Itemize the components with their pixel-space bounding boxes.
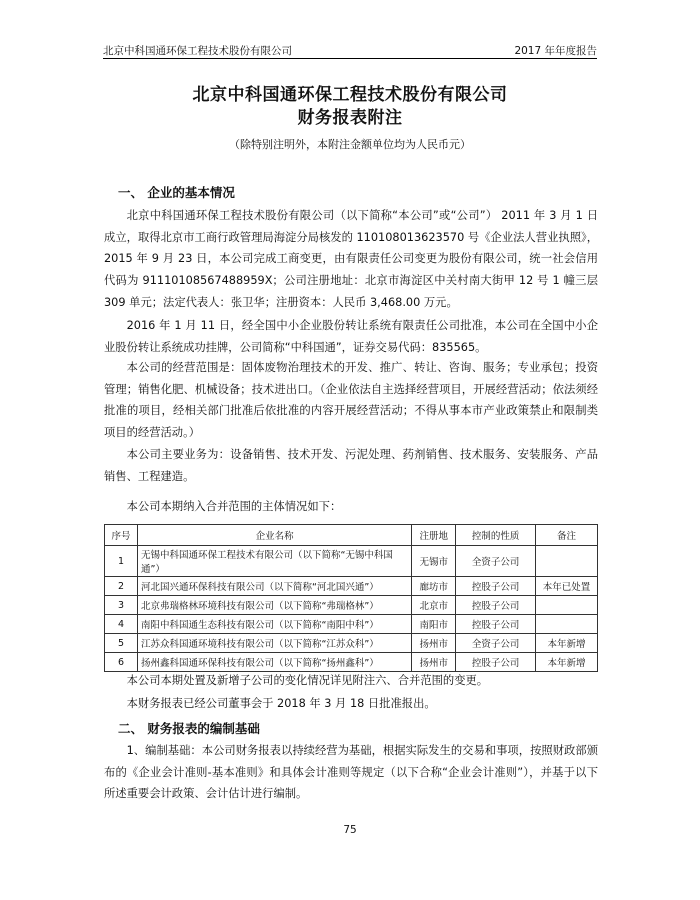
- table-cell: 北京弗瑞格林环境科技有限公司（以下简称“弗瑞格林”）: [137, 596, 411, 615]
- table-header: 控制的性质: [456, 525, 536, 546]
- table-cell: 扬州市: [412, 634, 456, 653]
- table-cell: 全资子公司: [456, 634, 536, 653]
- table-cell: 江苏众科国通环境科技有限公司（以下简称“江苏众科”）: [137, 634, 411, 653]
- table-cell: [536, 546, 598, 577]
- table-cell: 6: [105, 653, 138, 672]
- table-header: 序号: [105, 525, 138, 546]
- table-cell: 廊坊市: [412, 577, 456, 596]
- table-row: [105, 596, 598, 615]
- table-row: [105, 577, 598, 596]
- table-cell: 北京市: [412, 596, 456, 615]
- table-cell: 本年新增: [536, 634, 598, 653]
- paragraph-business-scope: 本公司的经营范围是：固体废物治理技术的开发、推广、转让、咨询、服务；专业承包；投资管理；销售化肥、机械设备；技术进出口。（企业依法自主选择经营项目，开展经营活动；依法须经批准的项目，经相关部门批准后依批准的内容开展经营活动；不得从事本市产业政策禁止和限制类项目的经营活动。）: [104, 361, 598, 440]
- table-header: 企业名称: [137, 525, 411, 546]
- table-header: 注册地: [412, 525, 456, 546]
- paragraph-listing: 2016 年 1 月 11 日，经全国中小企业股份转让系统有限责任公司批准，本公司在全国中小企业股份转让系统成功挂牌，公司简称“中科国通”，证券交易代码：835565。: [104, 319, 598, 354]
- section-heading-preparation-basis: 二、 财务报表的编制基础: [118, 721, 260, 736]
- table-cell: 控股子公司: [456, 615, 536, 634]
- table-cell: 控股子公司: [456, 653, 536, 672]
- page-number: 75: [343, 824, 357, 836]
- table-cell: 5: [105, 634, 138, 653]
- document-title: 北京中科国通环保工程技术股份有限公司: [192, 85, 508, 105]
- paragraph-main-business: 本公司主要业务为：设备销售、技术开发、污泥处理、药剂销售、技术服务、安装服务、产品销售、工程建造。: [104, 448, 598, 483]
- table-cell: 河北国兴通环保科技有限公司（以下简称“河北国兴通”）: [137, 577, 411, 596]
- table-header-row: [105, 525, 598, 546]
- table-cell: [536, 596, 598, 615]
- table-cell: 南阳中科国通生态科技有限公司（以下简称“南阳中科”）: [137, 615, 411, 634]
- table-cell: 1: [105, 546, 138, 577]
- table-cell: 南阳市: [412, 615, 456, 634]
- table-cell: 无锡市: [412, 546, 456, 577]
- paragraph-company-intro: 北京中科国通环保工程技术股份有限公司（以下简称“本公司”或“公司”） 2011 年 3 月 1 日成立，取得北京市工商行政管理局海淀分局核发的 110108013623570 号《企业法人营业执照》，2015 年 9 月 23 日，本公司完成工商变更，由有限责任公司变更为股份有限公司，统一社会信用代码为 91110108567488959X；公司注册地址：北京市海淀区中关村南大街甲 12 号 1 幢三层 309 单元；法定代表人：张卫华；注册资本：人民币 3,468.00 万元。: [104, 209, 598, 309]
- subsidiaries-table: [104, 524, 598, 672]
- currency-note: （除特别注明外，本附注金额单位均为人民币元）: [229, 138, 471, 151]
- table-cell: [536, 615, 598, 634]
- table-row: [105, 615, 598, 634]
- section-heading-basic-info: 一、 企业的基本情况: [118, 185, 235, 200]
- table-row: [105, 546, 598, 577]
- table-cell: 3: [105, 596, 138, 615]
- table-cell: 全资子公司: [456, 546, 536, 577]
- table-cell: 控股子公司: [456, 577, 536, 596]
- paragraph-preparation-basis: 1、编制基础：本公司财务报表以持续经营为基础，根据实际发生的交易和事项，按照财政部颁布的《企业会计准则-基本准则》和具体会计准则等规定（以下合称“企业会计准则”），并基于以下所述重要会计政策、会计估计进行编制。: [104, 744, 598, 801]
- table-cell: 本年新增: [536, 653, 598, 672]
- table-cell: 无锡中科国通环保工程技术有限公司（以下简称“无锡中科国通”）: [137, 546, 411, 577]
- table-cell: 控股子公司: [456, 596, 536, 615]
- paragraph-subsidiary-changes: 本公司本期处置及新增子公司的变化情况详见附注六、合并范围的变更。: [126, 674, 489, 687]
- table-row: [105, 653, 598, 672]
- page-header: [103, 40, 597, 59]
- table-cell: 扬州市: [412, 653, 456, 672]
- table-row: [105, 634, 598, 653]
- table-cell: 扬州鑫科国通环保科技有限公司（以下简称“扬州鑫科”）: [137, 653, 411, 672]
- document-subtitle: 财务报表附注: [297, 108, 403, 128]
- table-cell: 4: [105, 615, 138, 634]
- paragraph-approval: 本财务报表已经公司董事会于 2018 年 3 月 18 日批准报出。: [126, 697, 436, 710]
- table-cell: 本年已处置: [536, 577, 598, 596]
- header-company: 北京中科国通环保工程技术股份有限公司: [103, 45, 292, 57]
- paragraph-consolidation-intro: 本公司本期纳入合并范围的主体情况如下：: [126, 500, 342, 513]
- table-cell: 2: [105, 577, 138, 596]
- header-report: 2017 年年度报告: [514, 45, 597, 57]
- table-header: 备注: [536, 525, 598, 546]
